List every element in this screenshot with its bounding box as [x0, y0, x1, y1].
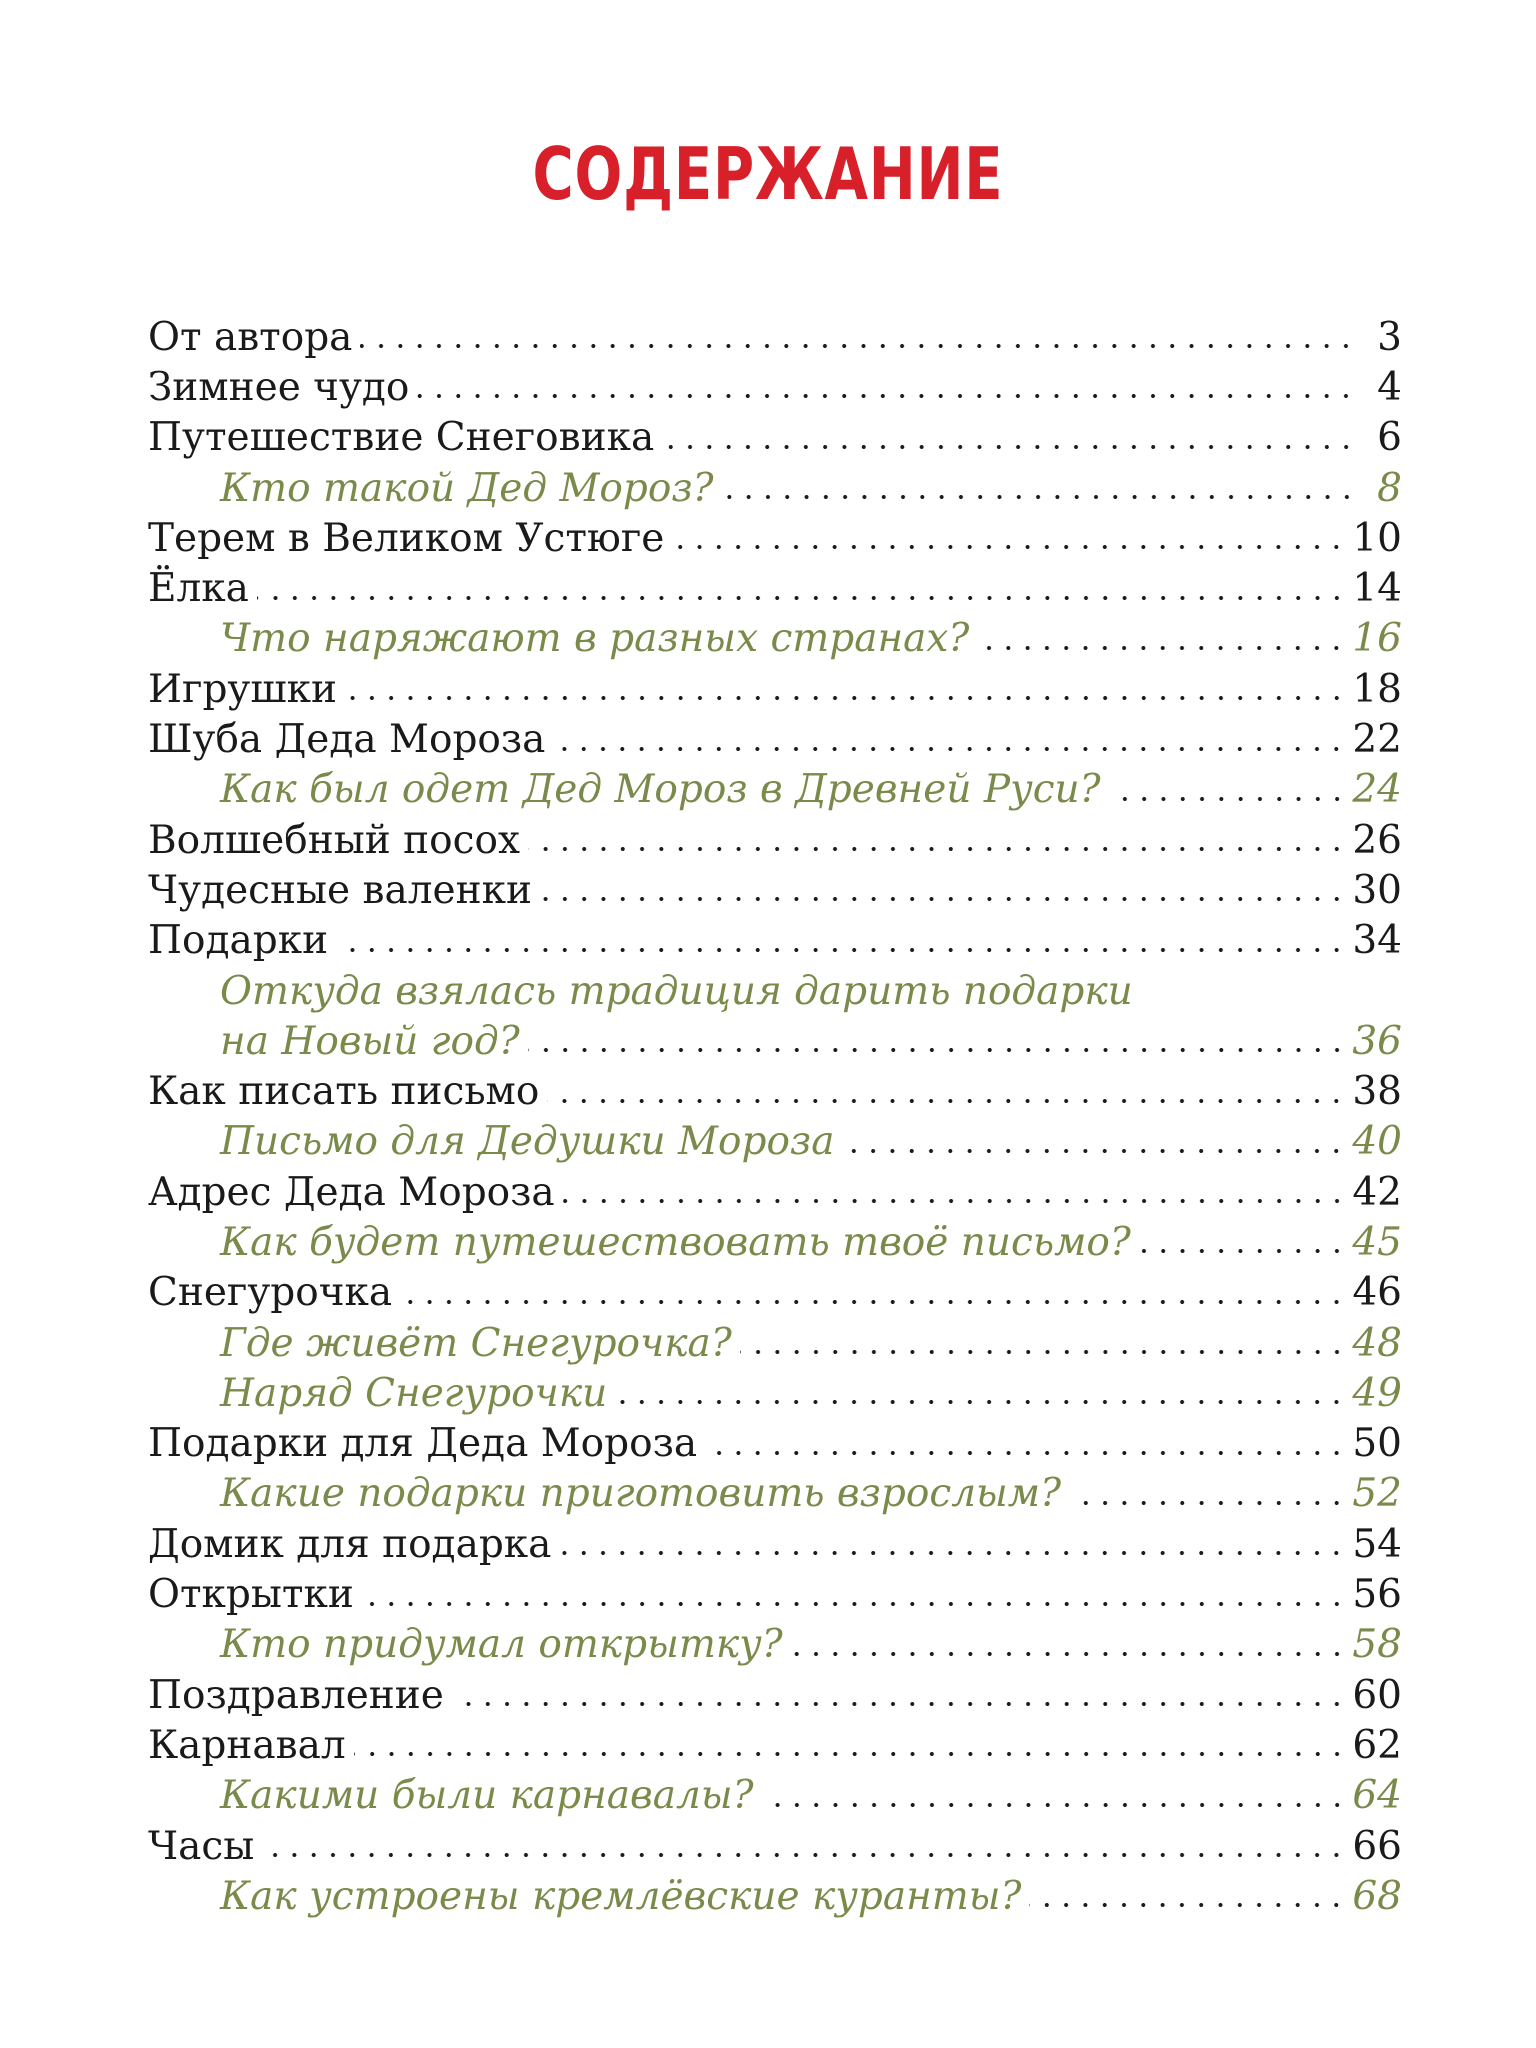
dot-leader [705, 1451, 1346, 1455]
toc-entry-title: Чудесные валенки [148, 867, 532, 913]
dot-leader [262, 1853, 1346, 1857]
dot-leader [1139, 1249, 1347, 1253]
toc-entry[interactable] [148, 1670, 1402, 1720]
dot-leader [662, 445, 1356, 449]
toc-page-number: 52 [1352, 1471, 1402, 1517]
toc-subentry[interactable] [148, 1368, 1402, 1418]
toc-page-number: 18 [1352, 666, 1402, 712]
dot-leader [362, 1602, 1346, 1606]
dot-leader [354, 1752, 1347, 1756]
toc-subentry[interactable] [148, 765, 1402, 815]
toc-entry-title: Поздравление [148, 1672, 444, 1718]
toc-entry-title: Как устроены кремлёвские куранты? [220, 1873, 1022, 1919]
toc-subentry[interactable] [148, 1871, 1402, 1921]
toc-subentry[interactable] [148, 1016, 1402, 1066]
dot-leader [360, 344, 1356, 348]
toc-page-number: 46 [1352, 1270, 1402, 1316]
toc-entry-title: Подарки [148, 918, 329, 964]
dot-leader [452, 1702, 1346, 1706]
toc-entry[interactable] [148, 1821, 1402, 1871]
dot-leader [528, 847, 1346, 851]
toc-subentry[interactable] [148, 463, 1402, 513]
dot-leader [762, 1803, 1347, 1807]
toc-page-number: 68 [1352, 1873, 1402, 1919]
toc-entry[interactable] [148, 362, 1402, 412]
toc-page-number: 64 [1352, 1773, 1402, 1819]
dot-leader [563, 1199, 1347, 1203]
toc-subentry[interactable] [148, 1469, 1402, 1519]
toc-page-number: 10 [1352, 515, 1402, 561]
toc-page-number: 8 [1377, 465, 1402, 511]
dot-leader [1029, 1903, 1346, 1907]
toc-page-number: 38 [1352, 1069, 1402, 1115]
dot-leader [528, 1048, 1347, 1052]
dot-leader [257, 596, 1346, 600]
toc-page-number: 36 [1352, 1018, 1402, 1064]
toc-entry[interactable] [148, 916, 1402, 966]
toc-subentry[interactable] [148, 1318, 1402, 1368]
toc-entry[interactable] [148, 1720, 1402, 1770]
toc-page-number: 48 [1352, 1320, 1402, 1366]
toc-entry-title: Путешествие Снеговика [148, 415, 655, 461]
toc-page-number: 42 [1352, 1169, 1402, 1215]
toc-entry[interactable] [148, 1066, 1402, 1116]
toc-entry-title: Как писать письмо [148, 1069, 540, 1115]
dot-leader [1109, 797, 1347, 801]
dot-leader [842, 1149, 1346, 1153]
dot-leader [400, 1300, 1346, 1304]
toc-subentry[interactable] [148, 614, 1402, 664]
toc-subentry[interactable] [148, 1117, 1402, 1167]
toc-entry-title: Волшебный посох [148, 817, 520, 863]
toc-entry-title: Снегурочка [148, 1270, 393, 1316]
toc-page-number: 45 [1352, 1219, 1402, 1265]
toc-page-number: 26 [1352, 817, 1402, 863]
toc-entry-title: Где живёт Снегурочка? [220, 1320, 732, 1366]
toc-entry[interactable] [148, 312, 1402, 362]
toc-entry-title: на Новый год? [220, 1018, 520, 1064]
table-of-contents [148, 312, 1402, 1922]
toc-page-number: 62 [1352, 1722, 1402, 1768]
toc-entry-title: Шуба Деда Мороза [148, 717, 546, 763]
toc-page-number: 58 [1352, 1622, 1402, 1668]
toc-entry-title: Адрес Деда Мороза [148, 1169, 555, 1215]
toc-entry-title: Наряд Снегурочки [220, 1370, 608, 1416]
toc-entry[interactable] [148, 413, 1402, 463]
toc-entry-title: Карнавал [148, 1722, 346, 1768]
toc-page-number: 16 [1352, 616, 1402, 662]
toc-entry[interactable] [148, 1268, 1402, 1318]
toc-page-number: 50 [1352, 1421, 1402, 1467]
toc-page-number: 14 [1352, 566, 1402, 612]
dot-leader [417, 394, 1356, 398]
toc-entry[interactable] [148, 1419, 1402, 1469]
toc-entry-title: Кто такой Дед Мороз? [220, 465, 714, 511]
toc-subentry[interactable] [148, 1217, 1402, 1267]
toc-entry[interactable] [148, 1519, 1402, 1569]
dot-leader [672, 545, 1346, 549]
toc-entry-title: Терем в Великом Устюге [148, 515, 665, 561]
dot-leader [540, 897, 1346, 901]
toc-entry[interactable] [148, 714, 1402, 764]
toc-entry[interactable] [148, 664, 1402, 714]
toc-page-number: 40 [1352, 1119, 1402, 1165]
toc-entry-title: Какие подарки приготовить взрослым? [220, 1471, 1062, 1517]
toc-entry-title: Откуда взялась традиция дарить подарки [220, 968, 1133, 1014]
toc-page-number: 30 [1352, 867, 1402, 913]
toc-page-number: 24 [1352, 767, 1402, 813]
toc-entry-title: Как был одет Дед Мороз в Древней Руси? [220, 767, 1101, 813]
toc-entry-title: Домик для подарка [148, 1521, 552, 1567]
toc-entry[interactable] [148, 865, 1402, 915]
toc-entry-title: Часы [148, 1823, 255, 1869]
toc-entry-title: Игрушки [148, 666, 337, 712]
toc-page-number: 3 [1377, 314, 1402, 360]
toc-entry[interactable] [148, 815, 1402, 865]
toc-entry-title: Кто придумал открытку? [220, 1622, 783, 1668]
toc-entry-title: Открытки [148, 1572, 354, 1618]
dot-leader [722, 495, 1357, 499]
toc-entry-title: Письмо для Дедушки Мороза [220, 1119, 835, 1165]
toc-page-number: 34 [1352, 918, 1402, 964]
toc-entry-title: Ёлка [148, 566, 249, 612]
dot-leader [791, 1652, 1347, 1656]
toc-page-number: 6 [1377, 415, 1402, 461]
toc-entry-title: Зимнее чудо [148, 364, 410, 410]
toc-subentry[interactable] [148, 1620, 1402, 1670]
dot-leader [977, 646, 1346, 650]
dot-leader [547, 1099, 1346, 1103]
dot-leader [345, 696, 1346, 700]
toc-entry-title: Как будет путешествовать твоё письмо? [220, 1219, 1131, 1265]
toc-subentry[interactable] [148, 1771, 1402, 1821]
toc-entry-title: Какими были карнавалы? [220, 1773, 754, 1819]
toc-entry[interactable] [148, 1569, 1402, 1619]
dot-leader [553, 747, 1346, 751]
toc-page-number: 4 [1377, 364, 1402, 410]
toc-entry[interactable] [148, 513, 1402, 563]
dot-leader [1069, 1501, 1346, 1505]
toc-page-number: 60 [1352, 1672, 1402, 1718]
toc-page-number: 56 [1352, 1572, 1402, 1618]
dot-leader [615, 1400, 1346, 1404]
dot-leader [336, 948, 1346, 952]
toc-subentry[interactable] [148, 966, 1402, 1016]
toc-entry-title: От автора [148, 314, 353, 360]
page-title: СОДЕРЖАНИЕ [532, 132, 1004, 216]
toc-page-number: 66 [1352, 1823, 1402, 1869]
toc-page-number: 49 [1352, 1370, 1402, 1416]
toc-page-number: 22 [1352, 717, 1402, 763]
toc-entry[interactable] [148, 1167, 1402, 1217]
toc-entry[interactable] [148, 563, 1402, 613]
toc-page-number: 54 [1352, 1521, 1402, 1567]
dot-leader [559, 1551, 1346, 1555]
toc-entry-title: Что наряжают в разных странах? [220, 616, 970, 662]
dot-leader [740, 1350, 1347, 1354]
toc-entry-title: Подарки для Деда Мороза [148, 1421, 698, 1467]
